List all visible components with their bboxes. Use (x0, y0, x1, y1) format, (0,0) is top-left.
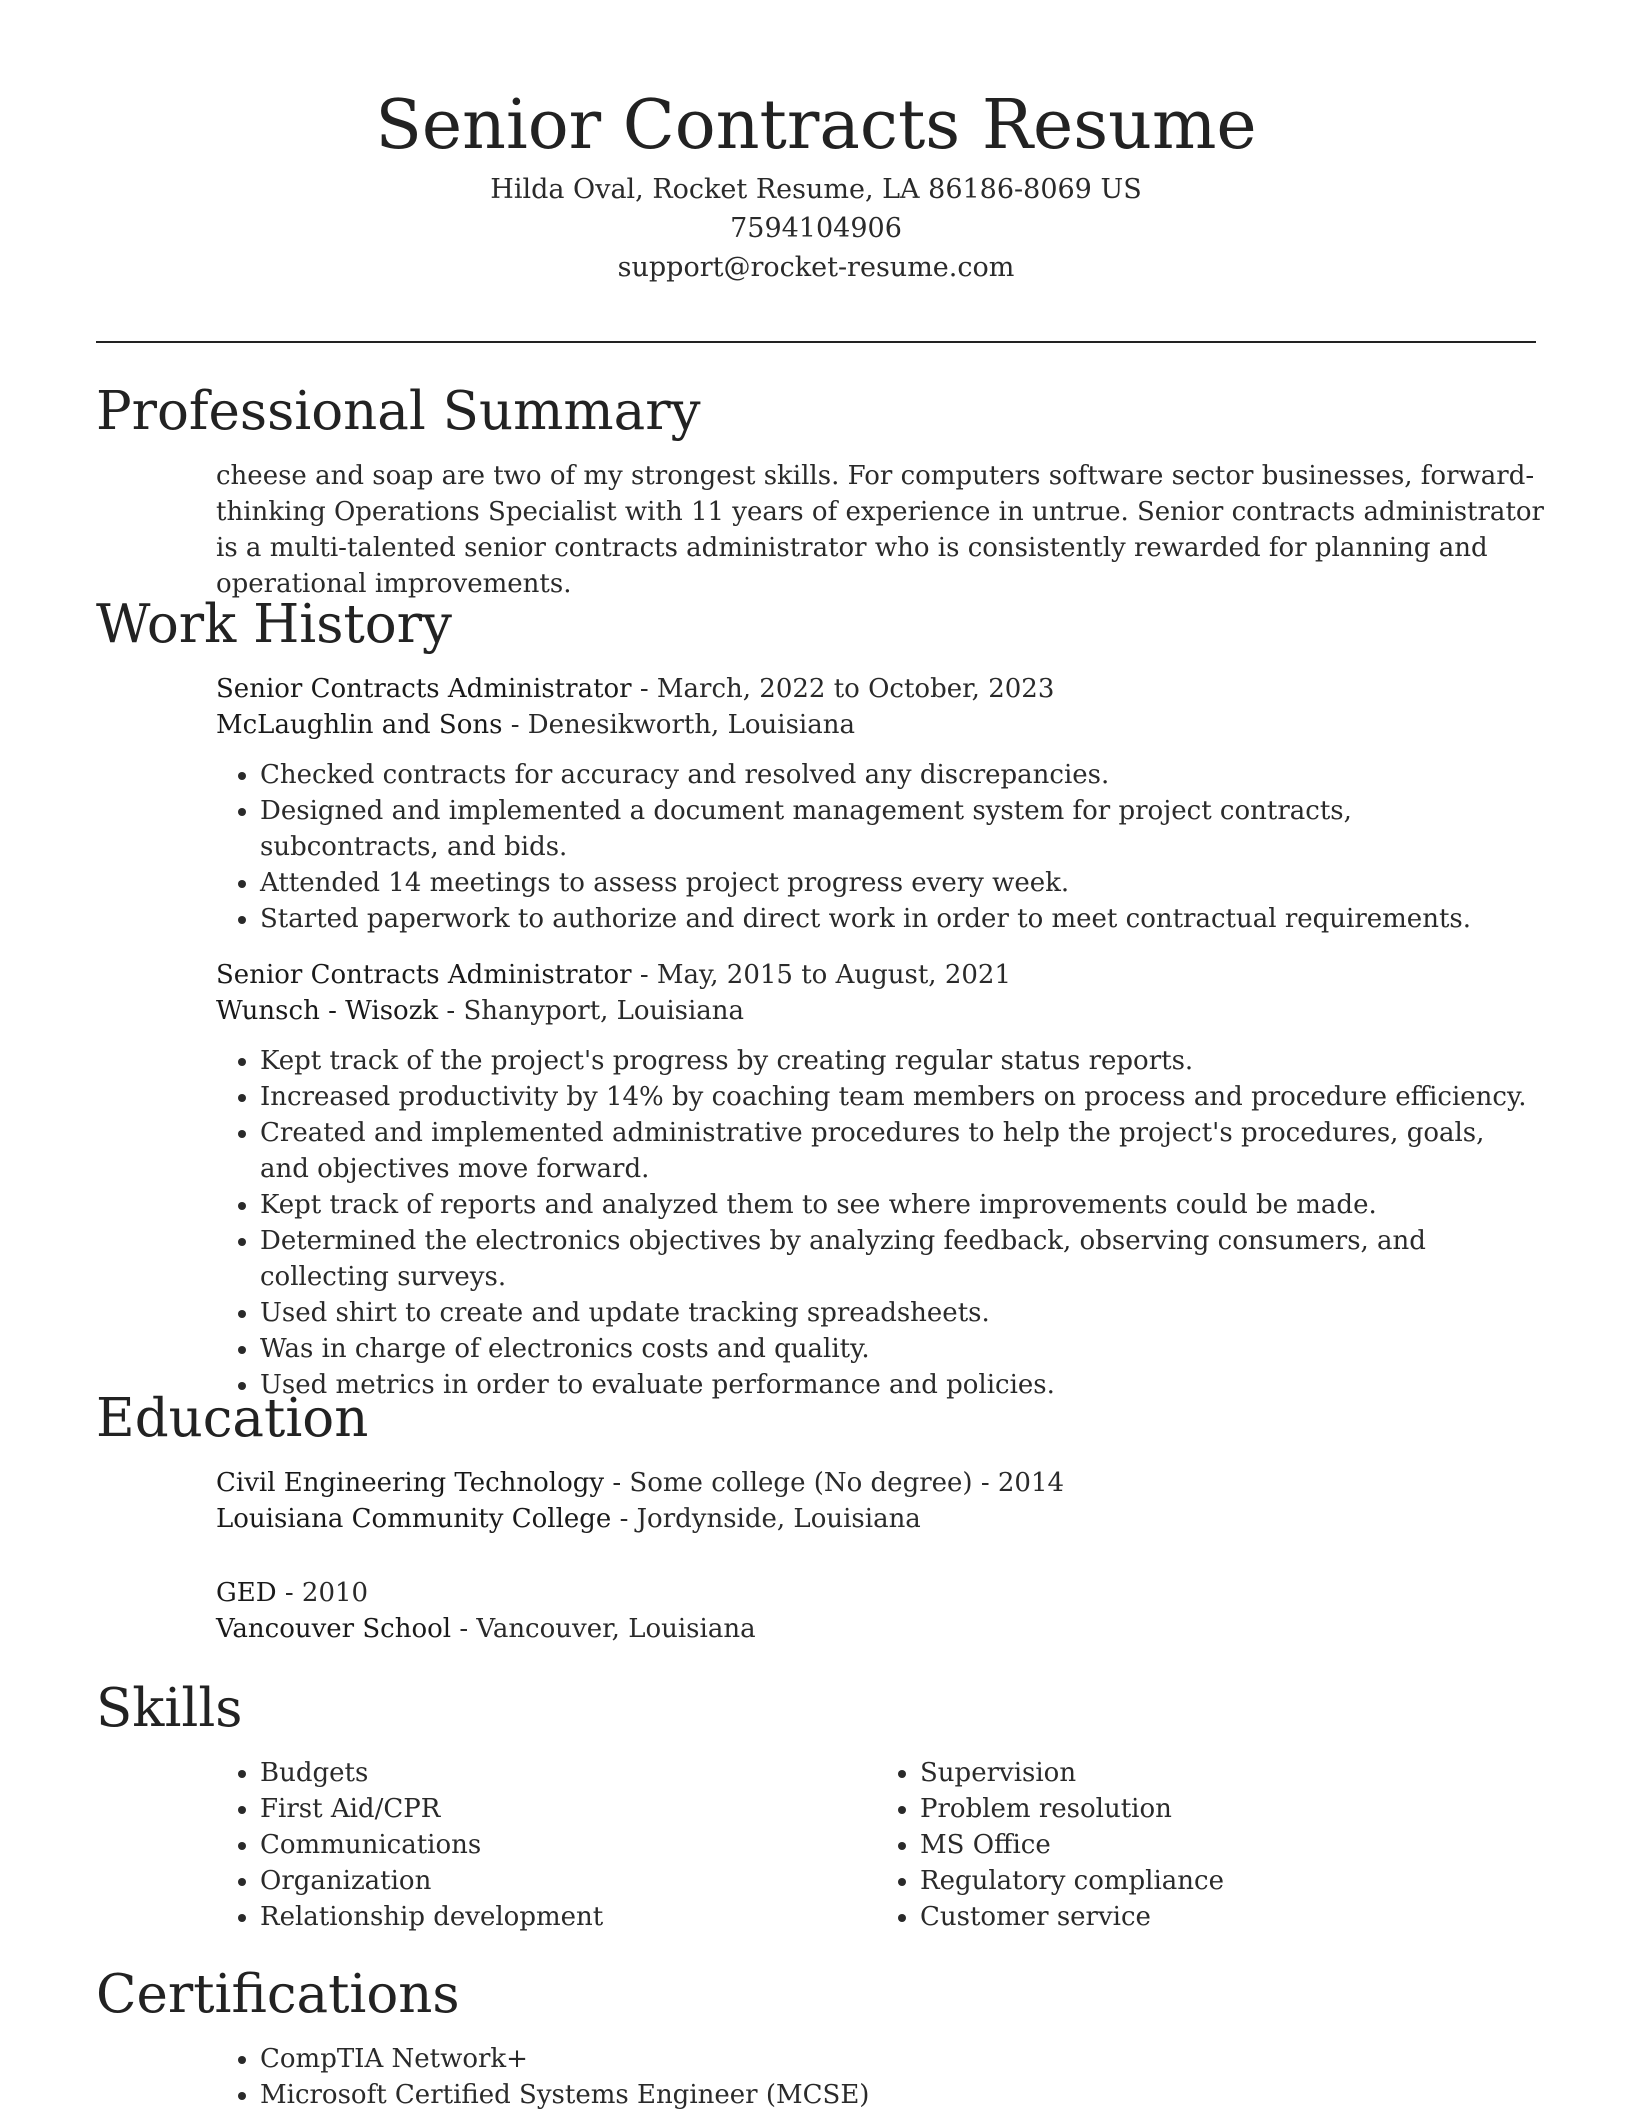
work-history-section (96, 593, 1536, 1403)
school-location: - Jordynside, Louisiana (611, 1504, 921, 1534)
job-role: Senior Contracts Administrator (216, 960, 632, 990)
list-item: • Increased productivity by 14% by coaching team members on process and procedure efficiency. (260, 1079, 1536, 1115)
school-line (216, 1611, 1536, 1647)
list-item: • MS Office (920, 1827, 1536, 1863)
certifications-list (216, 2041, 1536, 2113)
school-location: - Vancouver, Louisiana (451, 1614, 756, 1644)
contact-address: Hilda Oval, Rocket Resume, LA 86186-8069 US (490, 174, 1142, 205)
degree-line (216, 1575, 1536, 1611)
school-name: Vancouver School (216, 1614, 452, 1644)
list-item: • Designed and implemented a document management system for project contracts, subcontracts, and bids. (260, 793, 1536, 865)
degree-name: GED (216, 1578, 277, 1608)
skills-section (96, 1677, 1536, 1935)
list-item: • Used metrics in order to evaluate performance and policies. (260, 1367, 1536, 1403)
education-entry (216, 1465, 1536, 1537)
header-divider (96, 341, 1536, 343)
certifications-section (96, 1963, 1536, 2113)
job-company-line (216, 707, 1536, 743)
job-role: Senior Contracts Administrator (216, 674, 632, 704)
list-item: • Started paperwork to authorize and direct work in order to meet contractual requirements. (260, 901, 1536, 937)
summary-text: cheese and soap are two of my strongest skills. For computers software sector businesses, forward-thinking Operations Specialist with 11 years of experience in untrue. Senior contracts administrator is a multi-talented senior contracts administrator who is consistently rewarded for planning and operational improvements. (216, 461, 1544, 599)
list-item: • Organization (260, 1863, 876, 1899)
list-item: • Supervision (920, 1755, 1536, 1791)
list-item: • CompTIA Network+ (260, 2041, 1536, 2077)
job-company: Wunsch - Wisozk (216, 996, 439, 1026)
list-item: • Problem resolution (920, 1791, 1536, 1827)
degree-line (216, 1465, 1536, 1501)
list-item: • First Aid/CPR (260, 1791, 876, 1827)
contact-phone: 7594104906 (730, 213, 902, 244)
skills-list-right (876, 1755, 1536, 1935)
list-item: • Communications (260, 1827, 876, 1863)
list-item: • Kept track of reports and analyzed them to see where improvements could be made. (260, 1187, 1536, 1223)
education-entry (216, 1575, 1536, 1647)
list-item: • Used shirt to create and update tracking spreadsheets. (260, 1295, 1536, 1331)
school-line (216, 1501, 1536, 1537)
skills-columns (216, 1741, 1536, 1935)
job-location: - Shanyport, Louisiana (438, 996, 745, 1026)
page-title: Senior Contracts Resume (375, 86, 1257, 165)
list-item: • Budgets (260, 1755, 876, 1791)
education-section (96, 1387, 1536, 1647)
certifications-heading: Certifications (96, 1964, 460, 2025)
list-item: • Kept track of the project's progress by creating regular status reports. (260, 1043, 1536, 1079)
job-title-line (216, 671, 1536, 707)
contact-email: support@rocket-resume.com (617, 252, 1015, 283)
degree-detail: - 2010 (276, 1578, 369, 1608)
job-company: McLaughlin and Sons (216, 710, 503, 740)
skills-heading: Skills (96, 1678, 243, 1739)
job-title-line (216, 957, 1536, 993)
work-history-heading: Work History (96, 594, 452, 655)
list-item: • Determined the electronics objectives by analyzing feedback, observing consumers, and collecting surveys. (260, 1223, 1536, 1295)
job-duties-list (216, 757, 1536, 937)
job-duties-list (216, 1043, 1536, 1403)
list-item: • Was in charge of electronics costs and quality. (260, 1331, 1536, 1367)
contact-block (0, 170, 1632, 287)
summary-heading: Professional Summary (96, 381, 701, 442)
job-company-line (216, 993, 1536, 1029)
resume-header (0, 0, 1632, 287)
skills-list-left (216, 1755, 876, 1935)
degree-detail: - Some college (No degree) - 2014 (604, 1468, 1065, 1498)
list-item: • Created and implemented administrative procedures to help the project's procedures, goals, and objectives move forward. (260, 1115, 1536, 1187)
list-item: • Attended 14 meetings to assess project progress every week. (260, 865, 1536, 901)
list-item: • Regulatory compliance (920, 1863, 1536, 1899)
list-item: • Relationship development (260, 1899, 876, 1935)
school-name: Louisiana Community College (216, 1504, 612, 1534)
job-entry (216, 671, 1536, 937)
job-dates: - March, 2022 to October, 2023 (631, 674, 1055, 704)
list-item: • Customer service (920, 1899, 1536, 1935)
list-item: • Microsoft Certified Systems Engineer (MCSE) (260, 2077, 1536, 2113)
degree-name: Civil Engineering Technology (216, 1468, 605, 1498)
job-location: - Denesikworth, Louisiana (502, 710, 855, 740)
job-dates: - May, 2015 to August, 2021 (631, 960, 1011, 990)
education-heading: Education (96, 1388, 369, 1449)
list-item: • Checked contracts for accuracy and resolved any discrepancies. (260, 757, 1536, 793)
summary-section (96, 380, 1544, 602)
job-entry (216, 957, 1536, 1403)
